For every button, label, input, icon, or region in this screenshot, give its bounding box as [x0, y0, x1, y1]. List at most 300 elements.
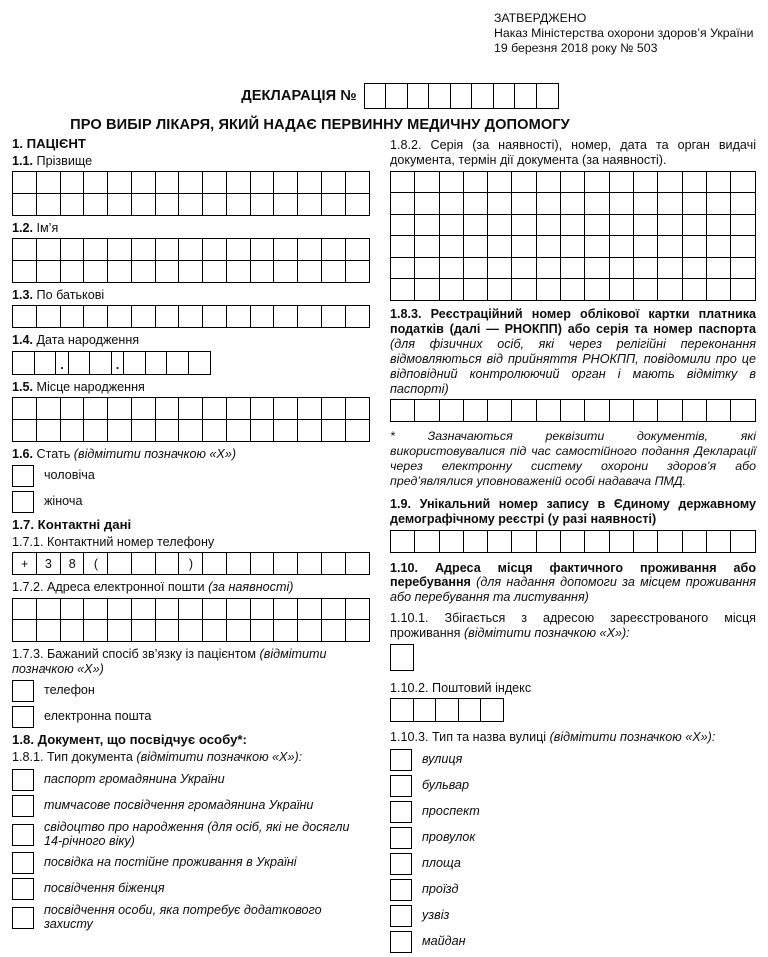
checkbox[interactable]: [12, 852, 34, 874]
grid-cell[interactable]: [321, 193, 346, 216]
grid-cell[interactable]: [463, 171, 489, 194]
grid-cell[interactable]: [131, 171, 156, 194]
grid-cell[interactable]: [83, 193, 108, 216]
grid-cell[interactable]: [706, 171, 732, 194]
grid-cell[interactable]: [83, 171, 108, 194]
grid-cell[interactable]: [560, 235, 586, 258]
grid-cell[interactable]: [682, 171, 708, 194]
grid-cell[interactable]: [730, 530, 756, 553]
grid-cell[interactable]: ): [178, 552, 203, 575]
grid-cell[interactable]: [83, 305, 108, 328]
grid-cell[interactable]: [273, 619, 298, 642]
grid-cell[interactable]: [463, 192, 489, 215]
grid-cell[interactable]: [633, 530, 659, 553]
grid-cell[interactable]: [682, 530, 708, 553]
grid-cell[interactable]: [273, 260, 298, 283]
grid-cell[interactable]: [657, 257, 683, 280]
grid-cell[interactable]: [450, 83, 473, 109]
grid-cell[interactable]: [202, 193, 227, 216]
grid-cell[interactable]: [68, 351, 91, 375]
grid-cell[interactable]: [536, 257, 562, 280]
grid-cell[interactable]: [609, 278, 635, 301]
grid-cell[interactable]: [414, 192, 440, 215]
grid-cell[interactable]: [633, 171, 659, 194]
grid-cell[interactable]: [178, 305, 203, 328]
grid-cell[interactable]: [273, 193, 298, 216]
grid-cell[interactable]: [439, 192, 465, 215]
grid-cell[interactable]: [390, 257, 416, 280]
grid-cell[interactable]: [463, 278, 489, 301]
grid-cell[interactable]: [226, 619, 251, 642]
grid-cell[interactable]: [155, 419, 180, 442]
grid-cell[interactable]: [83, 260, 108, 283]
grid-cell[interactable]: [633, 399, 659, 422]
grid-cell[interactable]: [730, 257, 756, 280]
grid-cell[interactable]: [463, 214, 489, 237]
grid-cell[interactable]: [321, 419, 346, 442]
checkbox[interactable]: [12, 907, 34, 929]
grid-cell[interactable]: [536, 214, 562, 237]
grid-cell[interactable]: [12, 305, 37, 328]
grid-cell[interactable]: [511, 192, 537, 215]
grid-cell[interactable]: [487, 399, 513, 422]
grid-cell[interactable]: [178, 171, 203, 194]
grid-cell[interactable]: [155, 598, 180, 621]
checkbox[interactable]: [12, 769, 34, 791]
grid-cell[interactable]: [657, 171, 683, 194]
grid-cell[interactable]: [297, 598, 322, 621]
grid-cell[interactable]: [60, 260, 85, 283]
grid-cell[interactable]: [178, 419, 203, 442]
checkbox[interactable]: [390, 905, 412, 927]
grid-cell[interactable]: [706, 399, 732, 422]
grid-cell[interactable]: [155, 305, 180, 328]
grid-cell[interactable]: [297, 260, 322, 283]
grid-cell[interactable]: [439, 235, 465, 258]
grid-cell[interactable]: [155, 193, 180, 216]
grid-cell[interactable]: [514, 83, 537, 109]
grid-cell[interactable]: [321, 619, 346, 642]
grid-cell[interactable]: [407, 83, 430, 109]
grid-cell[interactable]: [131, 260, 156, 283]
grid-cell[interactable]: [107, 193, 132, 216]
grid-cell[interactable]: [297, 193, 322, 216]
grid-cell[interactable]: [155, 260, 180, 283]
grid-cell[interactable]: [12, 260, 37, 283]
grid-cell[interactable]: [584, 399, 610, 422]
grid-cell[interactable]: [202, 305, 227, 328]
grid-cell[interactable]: [584, 171, 610, 194]
grid-cell[interactable]: [487, 214, 513, 237]
grid-cell[interactable]: [188, 351, 211, 375]
grid-cell[interactable]: [511, 530, 537, 553]
grid-cell[interactable]: [463, 399, 489, 422]
grid-cell[interactable]: [145, 351, 168, 375]
grid-cell[interactable]: [107, 305, 132, 328]
grid-cell[interactable]: [60, 619, 85, 642]
grid-cell[interactable]: [706, 235, 732, 258]
grid-cell[interactable]: [107, 397, 132, 420]
grid-cell[interactable]: [413, 698, 437, 722]
grid-cell[interactable]: [439, 530, 465, 553]
grid-cell[interactable]: [609, 171, 635, 194]
grid-cell[interactable]: [12, 351, 35, 375]
grid-cell[interactable]: [385, 83, 408, 109]
grid-cell[interactable]: [202, 619, 227, 642]
grid-cell[interactable]: [226, 305, 251, 328]
grid-cell[interactable]: [273, 305, 298, 328]
grid-cell[interactable]: [493, 83, 516, 109]
grid-cell[interactable]: [682, 399, 708, 422]
grid-cell[interactable]: [536, 171, 562, 194]
grid-cell[interactable]: [202, 598, 227, 621]
grid-cell[interactable]: [706, 530, 732, 553]
grid-cell[interactable]: [131, 619, 156, 642]
grid-cell[interactable]: [202, 552, 227, 575]
checkbox[interactable]: [390, 801, 412, 823]
grid-cell[interactable]: [536, 235, 562, 258]
grid-cell[interactable]: [107, 619, 132, 642]
grid-cell[interactable]: [178, 397, 203, 420]
grid-cell[interactable]: [83, 419, 108, 442]
grid-cell[interactable]: [36, 419, 61, 442]
grid-cell[interactable]: [321, 171, 346, 194]
grid-cell[interactable]: [480, 698, 504, 722]
grid-cell[interactable]: [584, 530, 610, 553]
grid-cell[interactable]: [155, 171, 180, 194]
grid-cell[interactable]: [60, 171, 85, 194]
grid-cell[interactable]: [657, 530, 683, 553]
grid-cell[interactable]: [584, 278, 610, 301]
grid-cell[interactable]: [390, 530, 416, 553]
grid-cell[interactable]: [414, 530, 440, 553]
grid-cell[interactable]: [12, 171, 37, 194]
grid-cell[interactable]: [166, 351, 189, 375]
grid-cell[interactable]: +: [12, 552, 37, 575]
grid-cell[interactable]: [107, 419, 132, 442]
grid-cell[interactable]: [463, 530, 489, 553]
grid-cell[interactable]: [536, 530, 562, 553]
grid-cell[interactable]: [155, 397, 180, 420]
grid-cell[interactable]: [730, 278, 756, 301]
checkbox[interactable]: [390, 749, 412, 771]
grid-cell[interactable]: [345, 260, 370, 283]
grid-cell[interactable]: [321, 397, 346, 420]
grid-cell[interactable]: [439, 278, 465, 301]
grid-cell[interactable]: [131, 238, 156, 261]
checkbox[interactable]: [390, 827, 412, 849]
grid-cell[interactable]: [584, 235, 610, 258]
grid-cell[interactable]: [560, 171, 586, 194]
grid-cell[interactable]: [345, 419, 370, 442]
grid-cell[interactable]: [414, 214, 440, 237]
grid-cell[interactable]: [60, 238, 85, 261]
grid-cell[interactable]: [107, 260, 132, 283]
checkbox[interactable]: [390, 853, 412, 875]
grid-cell[interactable]: [226, 260, 251, 283]
grid-cell[interactable]: [12, 619, 37, 642]
grid-cell[interactable]: [511, 399, 537, 422]
grid-cell[interactable]: [584, 257, 610, 280]
grid-cell[interactable]: [123, 351, 146, 375]
grid-cell[interactable]: [345, 305, 370, 328]
checkbox[interactable]: [390, 879, 412, 901]
grid-cell[interactable]: [657, 192, 683, 215]
grid-cell[interactable]: [560, 214, 586, 237]
grid-cell[interactable]: [321, 552, 346, 575]
grid-cell[interactable]: [633, 235, 659, 258]
grid-cell[interactable]: [226, 171, 251, 194]
grid-cell[interactable]: [36, 598, 61, 621]
grid-cell[interactable]: [511, 257, 537, 280]
grid-cell[interactable]: [609, 530, 635, 553]
grid-cell[interactable]: [414, 257, 440, 280]
grid-cell[interactable]: [487, 278, 513, 301]
grid-cell[interactable]: [12, 419, 37, 442]
grid-cell[interactable]: [414, 278, 440, 301]
grid-cell[interactable]: [131, 193, 156, 216]
grid-cell[interactable]: [487, 257, 513, 280]
grid-cell[interactable]: [155, 619, 180, 642]
grid-cell[interactable]: [250, 552, 275, 575]
grid-cell[interactable]: [131, 598, 156, 621]
grid-cell[interactable]: [250, 305, 275, 328]
grid-cell[interactable]: [36, 305, 61, 328]
grid-cell[interactable]: [682, 192, 708, 215]
grid-cell[interactable]: [178, 193, 203, 216]
grid-cell[interactable]: [36, 193, 61, 216]
grid-cell[interactable]: [536, 83, 559, 109]
grid-cell[interactable]: [682, 257, 708, 280]
grid-cell[interactable]: [60, 193, 85, 216]
grid-cell[interactable]: [390, 399, 416, 422]
grid-cell[interactable]: [36, 238, 61, 261]
grid-cell[interactable]: (: [83, 552, 108, 575]
grid-cell[interactable]: [155, 552, 180, 575]
grid-cell[interactable]: [390, 192, 416, 215]
grid-cell[interactable]: [706, 278, 732, 301]
grid-cell[interactable]: [730, 399, 756, 422]
grid-cell[interactable]: [609, 192, 635, 215]
grid-cell[interactable]: [560, 399, 586, 422]
grid-cell[interactable]: [60, 397, 85, 420]
grid-cell[interactable]: [511, 278, 537, 301]
grid-cell[interactable]: [226, 397, 251, 420]
grid-cell[interactable]: [439, 214, 465, 237]
grid-cell[interactable]: [428, 83, 451, 109]
grid-cell[interactable]: 8: [60, 552, 85, 575]
grid-cell[interactable]: [250, 238, 275, 261]
grid-cell[interactable]: [321, 598, 346, 621]
grid-cell[interactable]: [83, 598, 108, 621]
grid-cell[interactable]: [730, 235, 756, 258]
grid-cell[interactable]: [250, 260, 275, 283]
grid-cell[interactable]: [12, 193, 37, 216]
grid-cell[interactable]: [657, 214, 683, 237]
grid-cell[interactable]: [12, 598, 37, 621]
grid-cell[interactable]: [89, 351, 112, 375]
grid-cell[interactable]: [273, 419, 298, 442]
checkbox[interactable]: [390, 931, 412, 953]
grid-cell[interactable]: [390, 171, 416, 194]
grid-cell[interactable]: [345, 397, 370, 420]
grid-cell[interactable]: [297, 171, 322, 194]
grid-cell[interactable]: [273, 552, 298, 575]
grid-cell[interactable]: [297, 305, 322, 328]
grid-cell[interactable]: [560, 257, 586, 280]
grid-cell[interactable]: [250, 397, 275, 420]
grid-cell[interactable]: [250, 598, 275, 621]
grid-cell[interactable]: [321, 305, 346, 328]
grid-cell[interactable]: [178, 238, 203, 261]
grid-cell[interactable]: [439, 257, 465, 280]
grid-cell[interactable]: [657, 278, 683, 301]
grid-cell[interactable]: [83, 397, 108, 420]
grid-cell[interactable]: [364, 83, 387, 109]
grid-cell[interactable]: [107, 598, 132, 621]
grid-cell[interactable]: [560, 192, 586, 215]
grid-cell[interactable]: [226, 552, 251, 575]
grid-cell[interactable]: [609, 214, 635, 237]
checkbox[interactable]: [12, 706, 34, 728]
grid-cell[interactable]: [83, 238, 108, 261]
grid-cell[interactable]: [226, 598, 251, 621]
grid-cell[interactable]: [560, 530, 586, 553]
grid-cell[interactable]: [60, 598, 85, 621]
grid-cell[interactable]: [390, 214, 416, 237]
grid-cell[interactable]: [414, 235, 440, 258]
grid-cell[interactable]: [36, 619, 61, 642]
grid-cell[interactable]: [345, 552, 370, 575]
grid-cell[interactable]: [202, 419, 227, 442]
grid-cell[interactable]: [414, 399, 440, 422]
grid-cell[interactable]: [511, 214, 537, 237]
grid-cell[interactable]: [12, 397, 37, 420]
checkbox[interactable]: [12, 680, 34, 702]
grid-cell[interactable]: [657, 399, 683, 422]
checkbox[interactable]: [12, 878, 34, 900]
grid-cell[interactable]: [12, 238, 37, 261]
grid-cell[interactable]: [463, 235, 489, 258]
grid-cell[interactable]: [730, 171, 756, 194]
grid-cell[interactable]: [60, 419, 85, 442]
grid-cell[interactable]: [297, 238, 322, 261]
grid-cell[interactable]: [202, 171, 227, 194]
grid-cell[interactable]: [560, 278, 586, 301]
grid-cell[interactable]: [345, 193, 370, 216]
grid-cell[interactable]: [250, 619, 275, 642]
grid-cell[interactable]: [226, 238, 251, 261]
grid-cell[interactable]: [250, 419, 275, 442]
grid-cell[interactable]: [36, 260, 61, 283]
grid-cell[interactable]: [178, 598, 203, 621]
grid-cell[interactable]: [463, 257, 489, 280]
grid-cell[interactable]: [60, 305, 85, 328]
grid-cell[interactable]: [297, 397, 322, 420]
grid-cell[interactable]: [536, 399, 562, 422]
grid-cell[interactable]: [202, 238, 227, 261]
grid-cell[interactable]: [250, 171, 275, 194]
grid-cell[interactable]: [511, 235, 537, 258]
grid-cell[interactable]: [226, 419, 251, 442]
grid-cell[interactable]: [487, 235, 513, 258]
grid-cell[interactable]: [131, 397, 156, 420]
grid-cell[interactable]: [178, 619, 203, 642]
grid-cell[interactable]: [107, 552, 132, 575]
grid-cell[interactable]: [584, 214, 610, 237]
grid-cell[interactable]: [297, 419, 322, 442]
grid-cell[interactable]: [83, 619, 108, 642]
grid-cell[interactable]: [584, 192, 610, 215]
grid-cell[interactable]: [202, 397, 227, 420]
grid-cell[interactable]: [390, 278, 416, 301]
grid-cell[interactable]: [730, 192, 756, 215]
grid-cell[interactable]: 3: [36, 552, 61, 575]
grid-cell[interactable]: [730, 214, 756, 237]
grid-cell[interactable]: [458, 698, 482, 722]
grid-cell[interactable]: [657, 235, 683, 258]
grid-cell[interactable]: [273, 397, 298, 420]
grid-cell[interactable]: [439, 171, 465, 194]
grid-cell[interactable]: [511, 171, 537, 194]
grid-cell[interactable]: [390, 698, 414, 722]
grid-cell[interactable]: [34, 351, 57, 375]
grid-cell[interactable]: [633, 278, 659, 301]
grid-cell[interactable]: [202, 260, 227, 283]
checkbox[interactable]: [390, 775, 412, 797]
grid-cell[interactable]: [682, 214, 708, 237]
grid-cell[interactable]: [414, 171, 440, 194]
grid-cell[interactable]: [36, 171, 61, 194]
grid-cell[interactable]: [439, 399, 465, 422]
grid-cell[interactable]: [297, 552, 322, 575]
grid-cell[interactable]: [273, 238, 298, 261]
grid-cell[interactable]: [536, 278, 562, 301]
grid-cell[interactable]: [706, 214, 732, 237]
grid-cell[interactable]: [536, 192, 562, 215]
grid-cell[interactable]: [107, 238, 132, 261]
grid-cell[interactable]: [273, 171, 298, 194]
grid-cell[interactable]: [36, 397, 61, 420]
grid-cell[interactable]: [345, 171, 370, 194]
grid-cell[interactable]: [682, 278, 708, 301]
checkbox[interactable]: [12, 491, 34, 513]
grid-cell[interactable]: [107, 171, 132, 194]
grid-cell[interactable]: [131, 305, 156, 328]
grid-cell[interactable]: [321, 238, 346, 261]
checkbox[interactable]: [12, 465, 34, 487]
grid-cell[interactable]: [178, 260, 203, 283]
checkbox[interactable]: [390, 644, 414, 671]
grid-cell[interactable]: [155, 238, 180, 261]
grid-cell[interactable]: [345, 598, 370, 621]
grid-cell[interactable]: [250, 193, 275, 216]
grid-cell[interactable]: [633, 214, 659, 237]
grid-cell[interactable]: [390, 235, 416, 258]
grid-cell[interactable]: [297, 619, 322, 642]
grid-cell[interactable]: [131, 419, 156, 442]
grid-cell[interactable]: [345, 619, 370, 642]
grid-cell[interactable]: [487, 530, 513, 553]
grid-cell[interactable]: [633, 257, 659, 280]
grid-cell[interactable]: [435, 698, 459, 722]
grid-cell[interactable]: [706, 257, 732, 280]
grid-cell[interactable]: [682, 235, 708, 258]
grid-cell[interactable]: [321, 260, 346, 283]
checkbox[interactable]: [12, 795, 34, 817]
grid-cell[interactable]: [609, 257, 635, 280]
grid-cell[interactable]: [273, 598, 298, 621]
